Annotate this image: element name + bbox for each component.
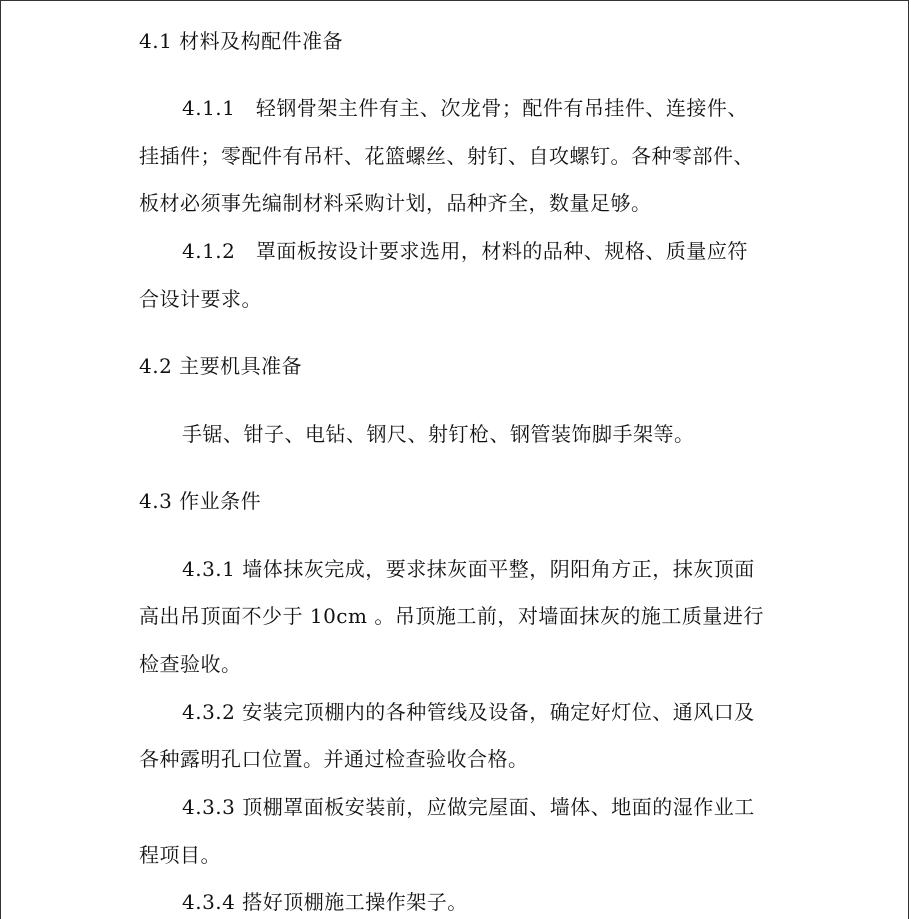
paragraph-4-3-2-line-2: 各种露明孔口位置。并通过检查验收合格。 [139, 747, 529, 771]
paragraph-4-3-4: 4.3.4 搭好顶棚施工操作架子。 [182, 890, 468, 914]
heading-4-3: 4.3 作业条件 [139, 489, 262, 513]
paragraph-4-1-2-line-2: 合设计要求。 [139, 287, 262, 311]
paragraph-4-3-1-line-1: 4.3.1 墙体抹灰完成，要求抹灰面平整，阴阳角方正，抹灰顶面 [182, 557, 755, 581]
paragraph-4-1-2-line-1: 4.1.2 罩面板按设计要求选用，材料的品种、规格、质量应符 [182, 239, 748, 263]
paragraph-4-1-1-line-2: 挂插件；零配件有吊杆、花篮螺丝、射钉、自攻螺钉。各种零部件、 [139, 144, 754, 168]
heading-4-1: 4.1 材料及构配件准备 [139, 29, 344, 53]
heading-4-2: 4.2 主要机具准备 [139, 354, 303, 378]
paragraph-4-3-3-line-2: 程项目。 [139, 843, 221, 867]
paragraph-4-1-1-line-1: 4.1.1 轻钢骨架主件有主、次龙骨；配件有吊挂件、连接件、 [182, 96, 748, 120]
paragraph-4-3-3-line-1: 4.3.3 顶棚罩面板安装前，应做完屋面、墙体、地面的湿作业工 [182, 795, 755, 819]
paragraph-4-3-1-line-3: 检查验收。 [139, 652, 242, 676]
paragraph-4-3-1-line-2: 高出吊顶面不少于 10cm 。吊顶施工前，对墙面抹灰的施工质量进行 [139, 604, 764, 628]
paragraph-4-2-tools: 手锯、钳子、电钻、钢尺、射钉枪、钢管装饰脚手架等。 [182, 422, 695, 446]
paragraph-4-1-1-line-3: 板材必须事先编制材料采购计划，品种齐全，数量足够。 [139, 191, 652, 215]
paragraph-4-3-2-line-1: 4.3.2 安装完顶棚内的各种管线及设备，确定好灯位、通风口及 [182, 700, 755, 724]
